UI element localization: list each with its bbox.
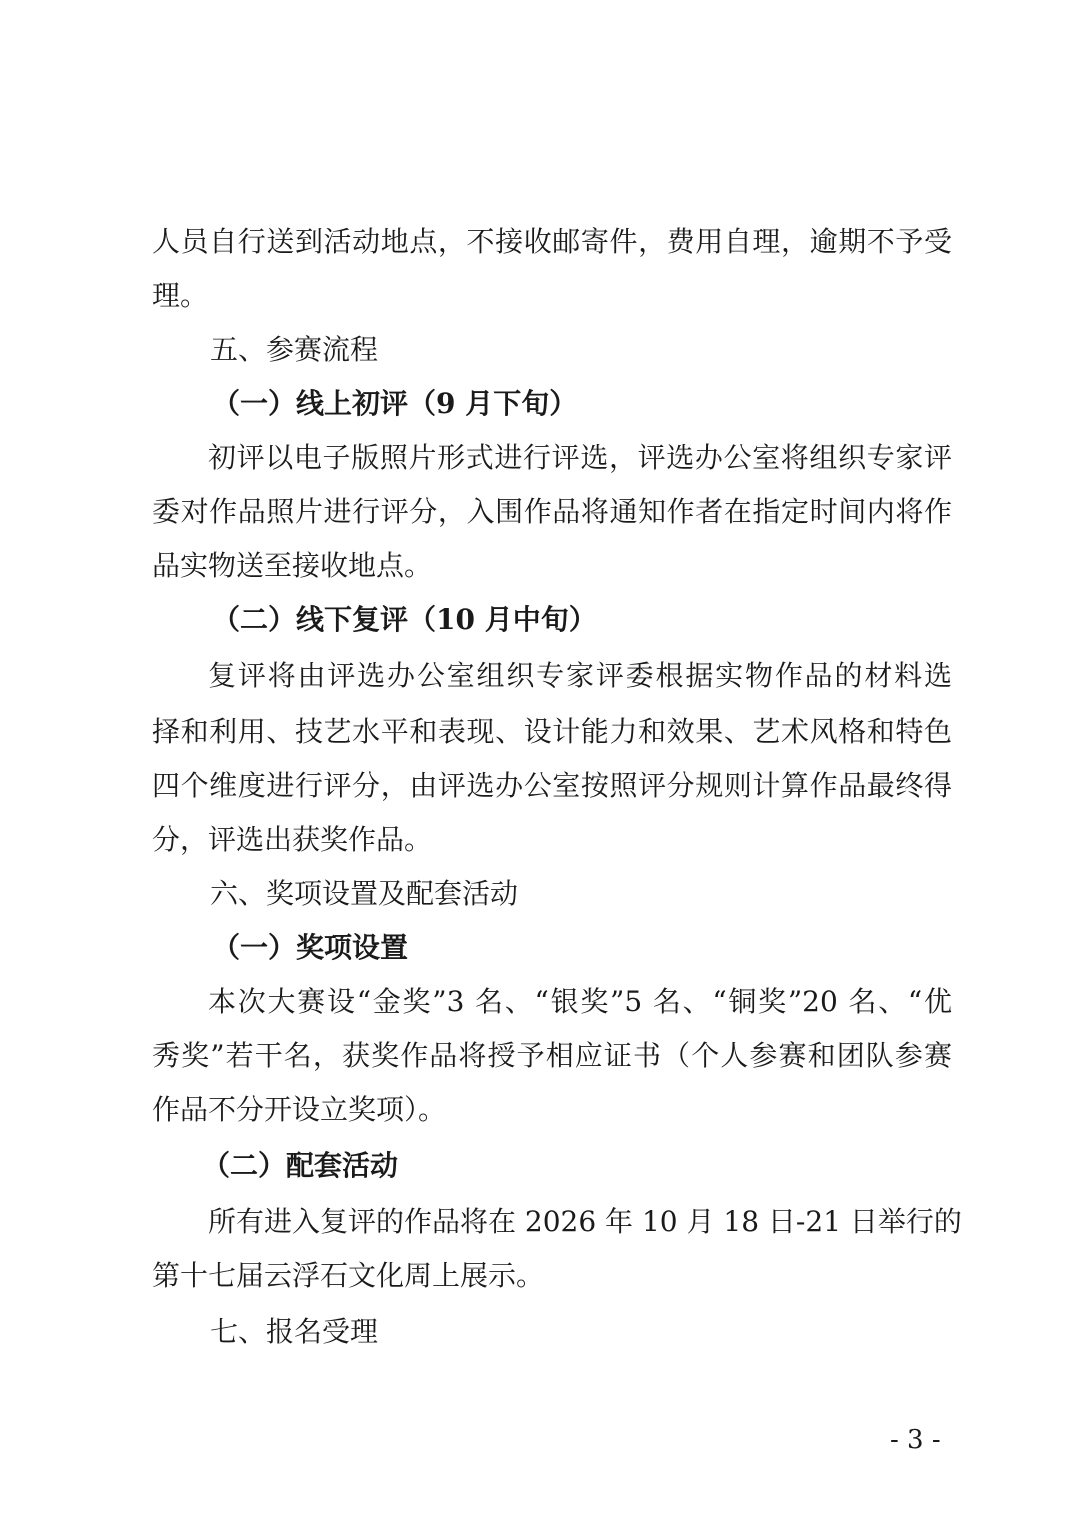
page-number: - 3 -	[890, 1425, 941, 1455]
paragraph-line: 初评以电子版照片形式进行评选，评选办公室将组织专家评	[208, 441, 952, 474]
paragraph-line: 择和利用、技艺水平和表现、设计能力和效果、艺术风格和特色	[152, 715, 952, 748]
subsection-heading: （二）线下复评（10 月中旬）	[212, 603, 597, 636]
paragraph-line: 理。	[152, 279, 209, 312]
paragraph-line: 四个维度进行评分，由评选办公室按照评分规则计算作品最终得	[152, 769, 952, 802]
subsection-heading: （一）线上初评（9 月下旬）	[212, 387, 578, 420]
paragraph-line: 复评将由评选办公室组织专家评委根据实物作品的材料选	[208, 659, 952, 692]
subsection-heading: （二）配套活动	[202, 1149, 399, 1182]
paragraph-line: 第十七届云浮石文化周上展示。	[152, 1259, 545, 1292]
subsection-heading: （一）奖项设置	[212, 931, 409, 964]
paragraph-line: 作品不分开设立奖项）。	[152, 1093, 447, 1126]
paragraph-line: 委对作品照片进行评分，入围作品将通知作者在指定时间内将作	[152, 495, 952, 528]
paragraph-line: 品实物送至接收地点。	[152, 549, 433, 582]
section-heading: 六、奖项设置及配套活动	[210, 877, 519, 910]
section-heading: 七、报名受理	[210, 1315, 379, 1348]
paragraph-line: 人员自行送到活动地点，不接收邮寄件，费用自理，逾期不予受	[152, 225, 952, 258]
paragraph-line: 本次大赛设“金奖”3 名、“银奖”5 名、“铜奖”20 名、“优	[208, 985, 952, 1018]
section-heading: 五、参赛流程	[210, 333, 379, 366]
paragraph-line: 秀奖”若干名，获奖作品将授予相应证书（个人参赛和团队参赛	[152, 1039, 952, 1072]
paragraph-line: 所有进入复评的作品将在 2026 年 10 月 18 日-21 日举行的	[208, 1205, 962, 1238]
paragraph-line: 分，评选出获奖作品。	[152, 823, 433, 856]
